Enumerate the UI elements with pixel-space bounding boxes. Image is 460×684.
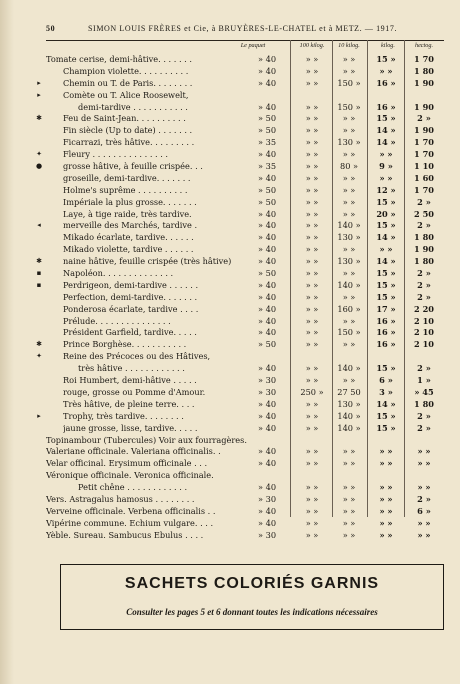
table-row xyxy=(0,220,460,232)
price-kg: 14 » xyxy=(376,256,396,267)
price-hectog: 1 80 xyxy=(414,65,434,76)
price-hectog: 1 70 xyxy=(414,54,434,64)
table-row xyxy=(0,316,460,328)
price-packet: » 30 xyxy=(258,529,277,540)
price-hectog: 6 » xyxy=(417,505,431,516)
table-row xyxy=(0,232,460,244)
price-10kg: » » xyxy=(342,505,356,516)
table-row xyxy=(0,375,460,387)
price-kg: » » xyxy=(379,529,393,540)
price-100kg: » » xyxy=(305,220,319,231)
price-hectog: » 45 xyxy=(414,386,434,397)
row-name: Très hâtive, de pleine terre. . . . xyxy=(63,398,195,409)
row-name: Impériale la plus grosse. . . . . . . xyxy=(63,196,197,207)
price-hectog: 2 20 xyxy=(414,303,434,314)
column-header-100kg: 100 kilog. xyxy=(299,42,325,49)
table-row xyxy=(0,173,460,185)
price-hectog: 2 » xyxy=(417,113,431,124)
price-hectog: 1 10 xyxy=(414,161,434,172)
table-row xyxy=(0,137,460,149)
price-100kg: » » xyxy=(305,125,319,136)
table-row xyxy=(0,506,460,518)
price-100kg: » » xyxy=(305,149,319,160)
table-row xyxy=(0,363,460,375)
price-packet: » 50 xyxy=(258,184,277,195)
price-100kg: » » xyxy=(305,339,319,350)
row-bullet-icon: ◂ xyxy=(37,221,41,230)
table-row xyxy=(0,470,460,482)
price-10kg: » » xyxy=(342,172,356,183)
price-packet: » 40 xyxy=(258,291,277,302)
price-kg: » » xyxy=(379,446,393,457)
price-packet: » 40 xyxy=(258,410,277,421)
row-name: Mikado écarlate, tardive. . . . . . xyxy=(63,232,194,243)
row-bullet-icon: ✦ xyxy=(36,352,42,361)
row-name: Président Garfield, tardive. . . . . xyxy=(63,327,197,338)
price-hectog: 2 » xyxy=(417,220,431,231)
row-name: Véronique officinale. Veronica officinale. xyxy=(46,470,214,481)
price-kg: » » xyxy=(379,493,393,504)
table-row xyxy=(0,78,460,90)
table-row xyxy=(0,423,460,435)
price-kg: 16 » xyxy=(376,315,396,326)
price-kg: 14 » xyxy=(376,232,396,243)
price-packet: » 40 xyxy=(258,422,277,433)
price-hectog: 1 90 xyxy=(414,125,434,136)
price-packet: » 40 xyxy=(258,303,277,314)
price-10kg: » » xyxy=(342,113,356,124)
row-name: Vipérine commune. Echium vulgare. . . . xyxy=(46,517,214,528)
row-name: Vers. Astragalus hamosus . . . . . . . . xyxy=(46,493,195,504)
price-hectog: 1 90 xyxy=(414,244,434,255)
price-hectog: 1 70 xyxy=(414,184,434,195)
price-10kg: 130 » xyxy=(337,256,361,267)
price-packet: » 30 xyxy=(258,386,277,397)
price-packet: » 50 xyxy=(258,125,277,136)
row-name: Topinambour (Tubercules) Voir aux fourragères. xyxy=(46,434,247,445)
price-10kg: » » xyxy=(342,529,356,540)
price-hectog: 2 » xyxy=(417,422,431,433)
price-packet: » 30 xyxy=(258,375,277,386)
row-name: Ficarrazi, très hâtive. . . . . . . . . xyxy=(63,137,195,148)
row-bullet-icon: ▪ xyxy=(36,269,42,278)
column-header-10kg: 10 kilog. xyxy=(338,42,360,49)
price-100kg: » » xyxy=(305,422,319,433)
price-hectog: » » xyxy=(417,446,431,457)
price-hectog: 2 » xyxy=(417,410,431,421)
price-10kg: 150 » xyxy=(337,101,361,112)
table-row xyxy=(0,209,460,221)
price-10kg: » » xyxy=(342,244,356,255)
price-100kg: » » xyxy=(305,458,319,469)
price-10kg: » » xyxy=(342,196,356,207)
price-hectog: 1 60 xyxy=(414,172,434,183)
price-packet: » 35 xyxy=(258,161,277,172)
price-100kg: » » xyxy=(305,327,319,338)
row-name: Feu de Saint-Jean. . . . . . . . . . xyxy=(63,113,186,124)
row-name: Velar officinal. Erysimum officinale . . . xyxy=(46,458,208,469)
price-packet: » 40 xyxy=(258,398,277,409)
price-100kg: » » xyxy=(305,482,319,493)
price-10kg: » » xyxy=(342,493,356,504)
price-hectog: 1 » xyxy=(417,375,431,386)
price-kg: 15 » xyxy=(376,54,396,64)
price-kg: 14 » xyxy=(376,137,396,148)
table-row xyxy=(0,530,460,542)
row-bullet-icon: ✱ xyxy=(36,114,42,123)
price-packet: » 40 xyxy=(258,279,277,290)
row-name: Perfection, demi-tardive. . . . . . . xyxy=(63,291,198,302)
price-packet: » 40 xyxy=(258,220,277,231)
price-10kg: 150 » xyxy=(337,327,361,338)
table-row xyxy=(0,161,460,173)
price-kg: 16 » xyxy=(376,77,396,88)
price-10kg: » » xyxy=(342,54,356,64)
row-bullet-icon: ✱ xyxy=(36,257,42,266)
price-kg: 16 » xyxy=(376,327,396,338)
price-10kg: 140 » xyxy=(337,220,361,231)
price-hectog: » » xyxy=(417,458,431,469)
price-kg: 15 » xyxy=(376,279,396,290)
price-100kg: » » xyxy=(305,161,319,172)
price-100kg: » » xyxy=(305,363,319,374)
price-100kg: » » xyxy=(305,208,319,219)
row-name: Napoléon. . . . . . . . . . . . . . xyxy=(63,268,174,279)
table-row xyxy=(0,244,460,256)
price-100kg: » » xyxy=(305,77,319,88)
price-kg: » » xyxy=(379,244,393,255)
price-kg: 15 » xyxy=(376,410,396,421)
row-name: Mikado violette, tardive . . . . . . xyxy=(63,244,194,255)
price-kg: » » xyxy=(379,505,393,516)
table-row xyxy=(0,387,460,399)
price-packet: » 40 xyxy=(258,54,277,64)
price-10kg: » » xyxy=(342,291,356,302)
page-number: 50 xyxy=(46,24,56,33)
price-hectog: 1 80 xyxy=(414,398,434,409)
row-bullet-icon: ▸ xyxy=(37,78,41,87)
price-100kg: » » xyxy=(305,446,319,457)
price-hectog: 2 » xyxy=(417,279,431,290)
price-kg: 16 » xyxy=(376,101,396,112)
price-hectog: 2 » xyxy=(417,363,431,374)
table-row xyxy=(0,54,460,66)
price-packet: » 50 xyxy=(258,268,277,279)
price-packet: » 40 xyxy=(258,363,277,374)
price-hectog: 2 10 xyxy=(414,339,434,350)
price-hectog: 2 » xyxy=(417,493,431,504)
row-bullet-icon: ▸ xyxy=(37,90,41,99)
price-kg: 6 » xyxy=(379,375,393,386)
price-10kg: » » xyxy=(342,184,356,195)
price-10kg: 140 » xyxy=(337,422,361,433)
price-kg: 16 » xyxy=(376,339,396,350)
price-100kg: » » xyxy=(305,137,319,148)
row-name: Trophy, très tardive. . . . . . . . xyxy=(63,410,184,421)
column-header-packet: Le paquet xyxy=(240,42,266,49)
price-100kg: » » xyxy=(305,268,319,279)
price-kg: » » xyxy=(379,482,393,493)
row-name: rouge, grosse ou Pomme d'Amour. xyxy=(63,386,206,397)
table-row xyxy=(0,102,460,114)
price-kg: 15 » xyxy=(376,291,396,302)
table-row xyxy=(0,149,460,161)
row-bullet-icon: ✱ xyxy=(36,340,42,349)
table-row xyxy=(0,292,460,304)
price-kg: 15 » xyxy=(376,363,396,374)
price-hectog: 2 » xyxy=(417,196,431,207)
sachets-banner xyxy=(60,564,444,630)
price-10kg: 160 » xyxy=(337,303,361,314)
price-100kg: » » xyxy=(305,65,319,76)
price-kg: 15 » xyxy=(376,220,396,231)
price-table xyxy=(0,54,460,542)
table-row xyxy=(0,197,460,209)
price-kg: » » xyxy=(379,172,393,183)
price-10kg: » » xyxy=(342,517,356,528)
table-row xyxy=(0,327,460,339)
price-packet: » 40 xyxy=(258,208,277,219)
price-hectog: 1 70 xyxy=(414,149,434,160)
price-packet: » 50 xyxy=(258,113,277,124)
price-packet: » 40 xyxy=(258,65,277,76)
price-10kg: 150 » xyxy=(337,77,361,88)
price-kg: » » xyxy=(379,149,393,160)
price-packet: » 35 xyxy=(258,137,277,148)
row-name: Yèble. Sureau. Sambucus Ebulus . . . . xyxy=(46,529,204,540)
page-header xyxy=(46,24,444,38)
price-packet: » 40 xyxy=(258,327,277,338)
price-kg: 15 » xyxy=(376,268,396,279)
price-10kg: » » xyxy=(342,149,356,160)
price-10kg: » » xyxy=(342,482,356,493)
price-hectog: » » xyxy=(417,517,431,528)
price-kg: 15 » xyxy=(376,422,396,433)
banner-title: SACHETS COLORIÉS GARNIS xyxy=(124,575,380,592)
row-name: Champion violette. . . . . . . . . . xyxy=(63,65,189,76)
price-10kg: » » xyxy=(342,339,356,350)
running-title: SIMON LOUIS FRÈRES et Cie, à BRUYÈRES-LE-CHATEL et à METZ. — 1917. xyxy=(88,24,398,33)
header-rule xyxy=(46,40,444,41)
row-name: Holme's suprême . . . . . . . . . . xyxy=(63,184,188,195)
price-packet: » 40 xyxy=(258,256,277,267)
price-hectog: 2 » xyxy=(417,291,431,302)
price-packet: » 40 xyxy=(258,446,277,457)
column-header-kg: kilog. xyxy=(381,42,395,49)
price-hectog: 2 10 xyxy=(414,327,434,338)
price-packet: » 40 xyxy=(258,244,277,255)
row-name: Reine des Précoces ou des Hâtives, xyxy=(63,351,211,362)
table-row xyxy=(0,125,460,137)
row-name: Comète ou T. Alice Roosewelt, xyxy=(63,89,189,100)
table-row xyxy=(0,518,460,530)
price-100kg: » » xyxy=(305,184,319,195)
price-kg: 17 » xyxy=(376,303,396,314)
price-10kg: 130 » xyxy=(337,232,361,243)
price-hectog: 1 80 xyxy=(414,256,434,267)
table-row xyxy=(0,411,460,423)
table-row xyxy=(0,66,460,78)
price-10kg: » » xyxy=(342,315,356,326)
price-10kg: » » xyxy=(342,375,356,386)
price-packet: » 50 xyxy=(258,196,277,207)
price-packet: » 40 xyxy=(258,149,277,160)
table-row xyxy=(0,268,460,280)
row-name: merveille des Marchés, tardive . xyxy=(63,220,198,231)
row-name: Perdrigeon, demi-tardive . . . . . . xyxy=(63,279,199,290)
price-packet: » 50 xyxy=(258,339,277,350)
row-name: Prélude. . . . . . . . . . . . . . . xyxy=(63,315,171,326)
table-row xyxy=(0,446,460,458)
price-100kg: » » xyxy=(305,303,319,314)
price-packet: » 40 xyxy=(258,232,277,243)
row-name: Valeriane officinale. Valeriana officinalis. . xyxy=(46,446,221,457)
price-hectog: 2 50 xyxy=(414,208,434,219)
price-hectog: 1 70 xyxy=(414,137,434,148)
price-100kg: » » xyxy=(305,493,319,504)
price-10kg: 80 » xyxy=(339,161,359,172)
price-10kg: 130 » xyxy=(337,398,361,409)
price-100kg: » » xyxy=(305,232,319,243)
price-100kg: » » xyxy=(305,529,319,540)
price-packet: » 40 xyxy=(258,172,277,183)
price-100kg: » » xyxy=(305,113,319,124)
table-row xyxy=(0,113,460,125)
column-header-hectog: hectog. xyxy=(414,42,434,49)
row-name: Verveine officinale. Verbena officinalis . . xyxy=(46,505,216,516)
price-hectog: 2 10 xyxy=(414,315,434,326)
table-row xyxy=(0,90,460,102)
table-row xyxy=(0,256,460,268)
price-10kg: 140 » xyxy=(337,363,361,374)
table-row xyxy=(0,280,460,292)
row-name: Fleury . . . . . . . . . . . . . . . xyxy=(63,149,169,160)
price-packet: » 40 xyxy=(258,482,277,493)
price-packet: » 40 xyxy=(258,315,277,326)
price-hectog: » » xyxy=(417,529,431,540)
row-name: Ponderosa écarlate, tardive . . . . xyxy=(63,303,199,314)
table-row xyxy=(0,482,460,494)
price-10kg: » » xyxy=(342,125,356,136)
price-100kg: » » xyxy=(305,101,319,112)
row-bullet-icon: ▪ xyxy=(36,280,42,289)
price-kg: 14 » xyxy=(376,398,396,409)
price-kg: 20 » xyxy=(376,208,396,219)
price-kg: » » xyxy=(379,458,393,469)
table-row xyxy=(0,185,460,197)
price-hectog: 1 90 xyxy=(414,101,434,112)
price-packet: » 40 xyxy=(258,458,277,469)
table-row xyxy=(0,304,460,316)
price-packet: » 30 xyxy=(258,493,277,504)
price-packet: » 40 xyxy=(258,101,277,112)
price-100kg: » » xyxy=(305,375,319,386)
price-10kg: » » xyxy=(342,446,356,457)
price-kg: 12 » xyxy=(376,184,396,195)
price-hectog: 1 90 xyxy=(414,77,434,88)
price-100kg: 250 » xyxy=(300,386,324,397)
price-kg: 14 » xyxy=(376,125,396,136)
price-100kg: » » xyxy=(305,196,319,207)
price-packet: » 40 xyxy=(258,505,277,516)
price-10kg: 27 50 xyxy=(337,386,361,397)
price-10kg: 140 » xyxy=(337,410,361,421)
row-name: naine hâtive, feuille crispée (très hâtive) xyxy=(63,256,232,267)
row-name: Tomate cerise, demi-hâtive. . . . . . . xyxy=(46,54,192,64)
table-row xyxy=(0,351,460,363)
price-100kg: » » xyxy=(305,172,319,183)
price-10kg: » » xyxy=(342,458,356,469)
row-name: Fin siècle (Up to date) . . . . . . . xyxy=(63,125,193,136)
row-name: demi-tardive . . . . . . . . . . . xyxy=(78,101,188,112)
price-100kg: » » xyxy=(305,517,319,528)
price-kg: 3 » xyxy=(379,386,393,397)
price-kg: » » xyxy=(379,65,393,76)
price-kg: » » xyxy=(379,517,393,528)
table-row xyxy=(0,435,460,447)
price-10kg: » » xyxy=(342,65,356,76)
price-100kg: » » xyxy=(305,398,319,409)
row-name: Petit chêne . . . . . . . . . . . . xyxy=(78,482,188,493)
table-row xyxy=(0,458,460,470)
price-100kg: » » xyxy=(305,291,319,302)
row-name: jaune grosse, lisse, tardive. . . . . xyxy=(63,422,198,433)
price-100kg: » » xyxy=(305,410,319,421)
price-100kg: » » xyxy=(305,279,319,290)
price-100kg: » » xyxy=(305,244,319,255)
row-name: Roi Humbert, demi-hâtive . . . . . xyxy=(63,375,197,386)
price-10kg: 130 » xyxy=(337,137,361,148)
row-name: très hâtive . . . . . . . . . . . . xyxy=(78,363,185,374)
price-hectog: 2 » xyxy=(417,268,431,279)
row-bullet-icon: ● xyxy=(35,162,43,171)
row-bullet-icon: ▸ xyxy=(37,411,41,420)
row-name: Prince Borghèse. . . . . . . . . . . xyxy=(63,339,187,350)
row-name: Chemin ou T. de Paris. . . . . . . . xyxy=(63,77,193,88)
price-hectog: 1 80 xyxy=(414,232,434,243)
price-10kg: 140 » xyxy=(337,279,361,290)
price-kg: 9 » xyxy=(379,161,393,172)
row-name: Laye, à tige raide, très tardive. xyxy=(63,208,192,219)
table-row xyxy=(0,494,460,506)
table-row xyxy=(0,339,460,351)
row-name: grosse hâtive, à feuille crispée. . . xyxy=(63,161,203,172)
price-hectog: » » xyxy=(417,482,431,493)
price-100kg: » » xyxy=(305,505,319,516)
table-row xyxy=(0,399,460,411)
price-100kg: » » xyxy=(305,256,319,267)
price-kg: 15 » xyxy=(376,196,396,207)
price-10kg: » » xyxy=(342,268,356,279)
banner-note: Consulter les pages 5 et 6 donnant toutes les indications nécessaires xyxy=(126,607,378,617)
price-packet: » 40 xyxy=(258,517,277,528)
price-packet: » 40 xyxy=(258,77,277,88)
price-kg: 15 » xyxy=(376,113,396,124)
price-10kg: » » xyxy=(342,208,356,219)
price-100kg: » » xyxy=(305,315,319,326)
row-bullet-icon: ✦ xyxy=(36,150,42,159)
row-name: groseille, demi-tardive. . . . . . . xyxy=(63,172,191,183)
price-100kg: » » xyxy=(305,54,319,64)
